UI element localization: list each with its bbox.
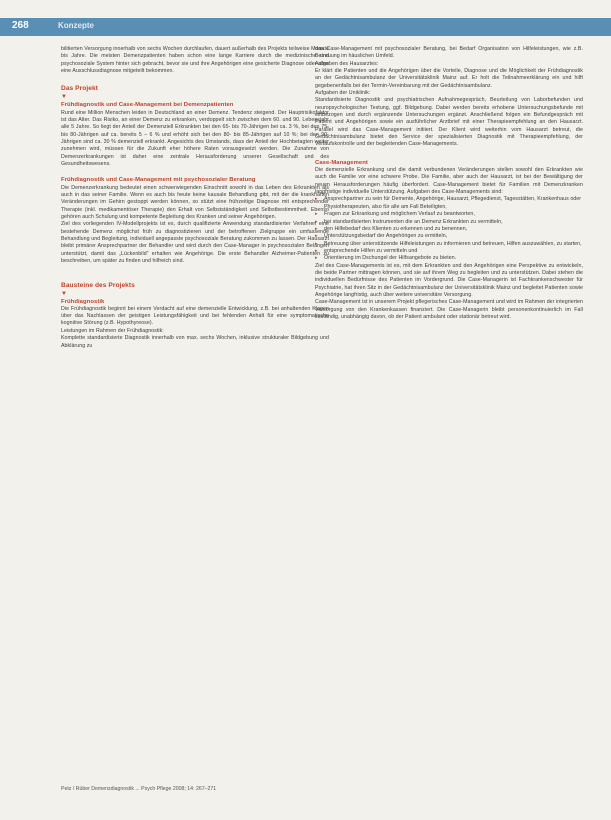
paragraph: Leistungen im Rahmen der Frühdiagnostik: <box>61 327 164 334</box>
paragraph: Die Demenzerkrankung bedeutet einen schwerwiegenden Einschnitt sowohl in das Leben des Erkrankten als auch in das seiner Familie. Wenn es auch bis heute keine kausale Behandlung gibt, mit der die krankhaften Veränderungen im Gehirn gestoppt werden können, so stützt eine frühzeitige Diagnose mit entsprechender Therapie (inkl. medikamentöser Therapie) den Erhalt von Selbstständigkeit und Selbstbestimmtheit. Ebenso gehören auch Schulung und kompetente Begleitung des Kranken und seiner Angehörigen. <box>61 184 329 221</box>
paragraph: Ziel des vorliegenden IV-Modellprojekts ist es, durch qualifizierte Anwendung standardisierter Verfahren eine bestehende Demenz möglichst früh zu diagnostizieren und der betroffenen Zielgruppe ein umfassende Behandlung und Begleitung, individuell angepasste psychosoziale Beratung zukommen zu lassen. Der Hausarzt bleibt primärer Ansprechpartner der Behandler und wird durch den Case-Manager in psychosozialen Belangen unterstützt, damit das „Lückenbild“ erhalten wie Angehörige. Die erste Behandler Alzheimer-Patienten zu beschreiben, um später zu finden und hilfreich sind. <box>61 221 329 265</box>
task-list <box>315 196 583 262</box>
paragraph: Die demenzielle Erkrankung und die damit verbundenen Veränderungen stellen sowohl den Erkrankten wie auch die Familie vor eine schwere Probe. Die Familie, aber auch der Hausarzt, ist bei der Bewältigung der neuen Herausforderungen häufig überfordert. Case-Management bietet für Familien mit Demenzkranken langfristige individuelle Unterstützung. Aufgaben des Case-Managements sind: <box>315 167 583 196</box>
subheading-fruehdiagnostik: Frühdiagnostik <box>61 298 105 305</box>
section-title-bausteine: Bausteine des Projekts <box>61 281 135 289</box>
paragraph: Ziel des Case-Managements ist es, mit dem Erkrankten und den Angehörigen eine Perspektive zu entwickeln, die beide Partner mittragen können, und sie auf ihrem Weg zu begleiten und zu unterstützen. Dabei stehen die individuellen Bedürfnisse des Patienten im Vordergrund. Die Case-Managerin ist Fachkrankenschwester für Psychiatrie, hat ihren Sitz in der Gedächtnisambulanz der Universitätsklinik Mainz und begleitet Patienten sowie Angehörige langfristig, auch über weitere universitäre Versorgung. <box>315 262 583 298</box>
list-item: ▸ bei standardisierten Instrumenten die an Demenz Erkrankten zu vermitteln, <box>315 219 583 226</box>
list-item: ▸ Betreuung über unterstützende Hilfeleistungen zu informieren und betreuen, Hilfen auszuwählen, zu starten, <box>315 241 583 248</box>
list-item: ▸ den Hilfebedarf des Klienten zu erkennen und zu benennen, <box>315 226 583 233</box>
chapter-title: Konzepte <box>58 21 94 30</box>
list-item: ▸ Orientierung im Dschungel der Hilfsangebote zu bieten. <box>315 255 583 262</box>
paragraph: Die Frühdiagnostik beginnt bei einem Verdacht auf eine demenzielle Entwicklung, z.B. bei anhaltenden Klagen über das Nachlassen der geistigen Leistungsfähigkeit und bei fehlenden Anhalt für eine symptomatische kognitive Störung (z.B. Hypothyreose). <box>61 305 329 327</box>
paragraph: Aufgaben der Uniklinik: <box>315 90 371 97</box>
right-column <box>315 46 583 321</box>
paragraph: Standardisierte Diagnostik und psychiatrischen Aufnahmegespräch, Beurteilung von Laborbefunden und neuropsychologischer Testung, ggf. Bildgebung. Dabei werden bereits erhobene Untersuchungsbefunde mit einbezogen und durch ergänzende Untersuchungen ergänzt. Anschließend folgen ein Befundgespräch mit Patient und Angehörigen sowie ein ausführlicher Arztbrief mit einer Therapieempfehlung an den Hausarzt. Parallel wird das Case-Management initiiert. Der Klient wird weiterhin vom Hausarzt betreut, die Gedächtnisambulanz bietet den Service der spezialisierten Diagnostik mit Therapieempfehlung, der Verlaufskontrolle und der begleitenden Case-Managements. <box>315 97 583 148</box>
list-item: ▸ Fragen zur Erkrankung und möglichem Verlauf zu beantworten, <box>315 211 583 218</box>
subheading-psychosoziale-beratung: Frühdiagnostik und Case-Management mit psychosozialer Beratung <box>61 177 256 184</box>
subheading-case-management: Case-Management <box>315 159 368 166</box>
list-item: ▸ Ansprechpartner zu sein für Demente, Angehörige, Hausarzt, Pflegedienst, Tagesstätten, Krankenhaus oder Physiotherapeuten, also für alle am Fall Beteiligten, <box>315 196 583 211</box>
paragraph: Komplette standardisierte Diagnostik innerhalb von max. sechs Wochen, inklusive strukturaler Bildgebung und Abklärung zu <box>61 335 329 349</box>
subheading-fruehdiagnostik-case: Frühdiagnostik und Case-Management bei Demenzpatienten <box>61 102 234 109</box>
paragraph: Rund eine Million Menschen leiden in Deutschland an einer Demenz. Tendenz steigend. Der Hauptrisikofaktor ist das Alter. Das Risiko, an einer Demenz zu erkranken, verdoppelt sich zwischen dem 60. und 90. Lebensjahr alle 5 Jahre. So liegt der Anteil der Demenziell Erkrankten bei den 65- bis 70-Jährigen bei ca. 3 %, bei den 75- bis 80-Jährigen auf ca. bereits 5 – 6 % und erhöht sich bei den 80- bis 85-Jährigen auf 10 %; bei den 90-Jährigen sind ca. 30 % demenziell erkrankt. Angesichts des Umstands, dass der Anteil der Hochbetagten weiter zunehmen wird, müssen für die Zukunft eher höhere Raten vorausgesetzt werden. Die Zunahme von Demenzerkrankungen ist daher eine zentrale Herausforderung unserer Gesellschaft und des Gesundheitswesens. <box>61 109 329 168</box>
paragraph: Case-Management ist in unserem Projekt pflegerisches Case-Management und wird im Rahmen der integrierten Versorgung von den Krankenkassen finanziert. Die Case-Managerin bleibt personenkontinuierlich im Fall zuständig, unabhängig davon, ob der Patient ambulant oder stationär betreut wird. <box>315 299 583 320</box>
section-arrow-icon: ▼ <box>61 290 67 297</box>
list-item: ▸ Unterstützungsbedarf der Angehörigen zu ermitteln, <box>315 233 583 240</box>
list-item: ▸ entsprechende Hilfen zu vermitteln und <box>315 248 583 255</box>
paragraph: das Case-Management mit psychosozialer Beratung, bei Bedarf Organisation von Hilfeleistungen, wie z.B. Betreuung im häuslichen Umfeld. <box>315 46 583 60</box>
paragraph: Er klärt die Patienten und die Angehörigen über die Vorteile, Diagnose und die Möglichkeit der Frühdiagnostik an der Gedächtnisambulanz der Universitätsklinik Mainz auf. Er holt die Teilnahmeerklärung ein und hilft gegebenenfalls bei der Termin-Vereinbarung mit der Gedächtnisambulanz. <box>315 68 583 89</box>
page-number: 268 <box>12 20 29 31</box>
left-column <box>61 46 329 350</box>
section-title-projekt: Das Projekt <box>61 85 98 93</box>
paragraph: Aufgaben des Hausarztes: <box>315 60 379 67</box>
section-arrow-icon: ▼ <box>61 94 67 101</box>
intro-paragraph: bilitierten Versorgung innerhalb von sechs Wochen durchlaufen, dauert außerhalb des Projekts teilweise Monate bis Jahre. Die meisten Demenzpatienten haben schon eine lange Karriere durch die medizinische und psychosoziale System hinter sich gebracht, bevor sie und ihre Angehörigen eine gesicherte Diagnose oder aber eine Ausschlussdiagnose mitgeteilt bekommen. <box>61 46 329 75</box>
footer-citation: Petz / Rüber Demenzdiagnostik ... Psych Pflege 2008; 14: 267–271 <box>61 786 217 792</box>
